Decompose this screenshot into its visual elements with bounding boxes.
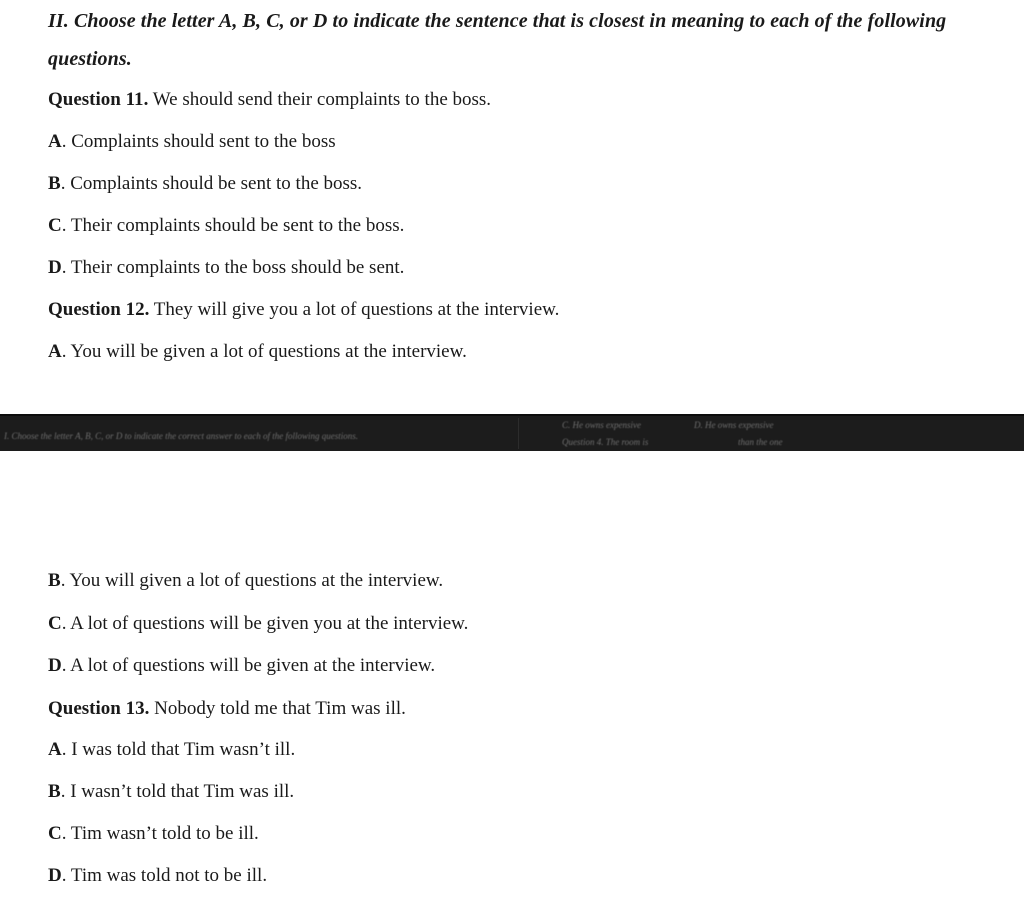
band-text-mid-top: C. He owns expensive <box>562 420 641 430</box>
option-11-b <box>48 172 362 196</box>
option-letter: D <box>48 257 62 278</box>
option-text: . You will be given a lot of questions at the interview. <box>61 341 467 362</box>
option-text: . Tim wasn’t told to be ill. <box>61 823 259 844</box>
option-12-d <box>48 654 435 678</box>
option-11-d <box>48 256 404 280</box>
section-instruction: II. Choose the letter A, B, C, or D to indicate the sentence that is closest in meaning to each of the following questions. <box>48 10 947 70</box>
question-label: Question 12 <box>48 299 145 320</box>
option-text: . Complaints should be sent to the boss. <box>60 173 363 194</box>
option-11-a <box>48 130 336 154</box>
option-letter: C <box>48 215 62 236</box>
option-letter: B <box>48 781 61 802</box>
question-label: Question 11 <box>48 89 144 110</box>
option-13-a <box>48 738 295 762</box>
option-text: . Their complaints should be sent to the boss. <box>61 215 405 236</box>
option-13-b <box>48 780 294 804</box>
overlay-band <box>0 414 1024 451</box>
option-11-c <box>48 214 404 238</box>
option-letter: D <box>48 655 62 676</box>
option-text: . Their complaints to the boss should be sent. <box>61 257 405 278</box>
question-prompt: We should send their complaints to the boss. <box>148 89 492 110</box>
question-13 <box>48 697 406 721</box>
question-label: Question 13 <box>48 698 145 719</box>
question-11 <box>48 88 491 112</box>
option-text: . I wasn’t told that Tim was ill. <box>60 781 295 802</box>
band-divider <box>518 418 519 449</box>
option-letter: C <box>48 823 62 844</box>
band-text-right-bottom: than the one <box>738 437 783 447</box>
option-12-c <box>48 612 468 636</box>
option-letter: A <box>48 131 62 152</box>
option-letter: D <box>48 865 62 886</box>
option-letter: B <box>48 570 61 591</box>
option-text: . You will given a lot of questions at the interview. <box>60 570 444 591</box>
option-text: . I was told that Tim wasn’t ill. <box>61 739 296 760</box>
question-prompt: They will give you a lot of questions at the interview. <box>149 299 560 320</box>
option-12-a <box>48 340 467 364</box>
question-label-suffix: . <box>144 299 150 320</box>
question-12 <box>48 298 559 322</box>
band-text-left: I. Choose the letter A, B, C, or D to indicate the correct answer to each of the following questions. <box>4 431 358 441</box>
band-text-right-top: D. He owns expensive <box>694 420 774 430</box>
question-label-suffix: . <box>144 698 150 719</box>
option-text: . Tim was told not to be ill. <box>61 865 268 886</box>
option-text: . A lot of questions will be given at the interview. <box>61 655 436 676</box>
option-letter: B <box>48 173 61 194</box>
question-prompt: Nobody told me that Tim was ill. <box>149 698 406 719</box>
option-text: . A lot of questions will be given you at the interview. <box>61 613 469 634</box>
option-letter: A <box>48 341 62 362</box>
option-12-b <box>48 569 443 593</box>
option-letter: A <box>48 739 62 760</box>
option-text: . Complaints should sent to the boss <box>61 131 336 152</box>
option-13-c <box>48 822 259 846</box>
option-letter: C <box>48 613 62 634</box>
band-text-mid-bottom: Question 4. The room is <box>562 437 649 447</box>
option-13-d <box>48 864 267 888</box>
question-label-suffix: . <box>143 89 149 110</box>
